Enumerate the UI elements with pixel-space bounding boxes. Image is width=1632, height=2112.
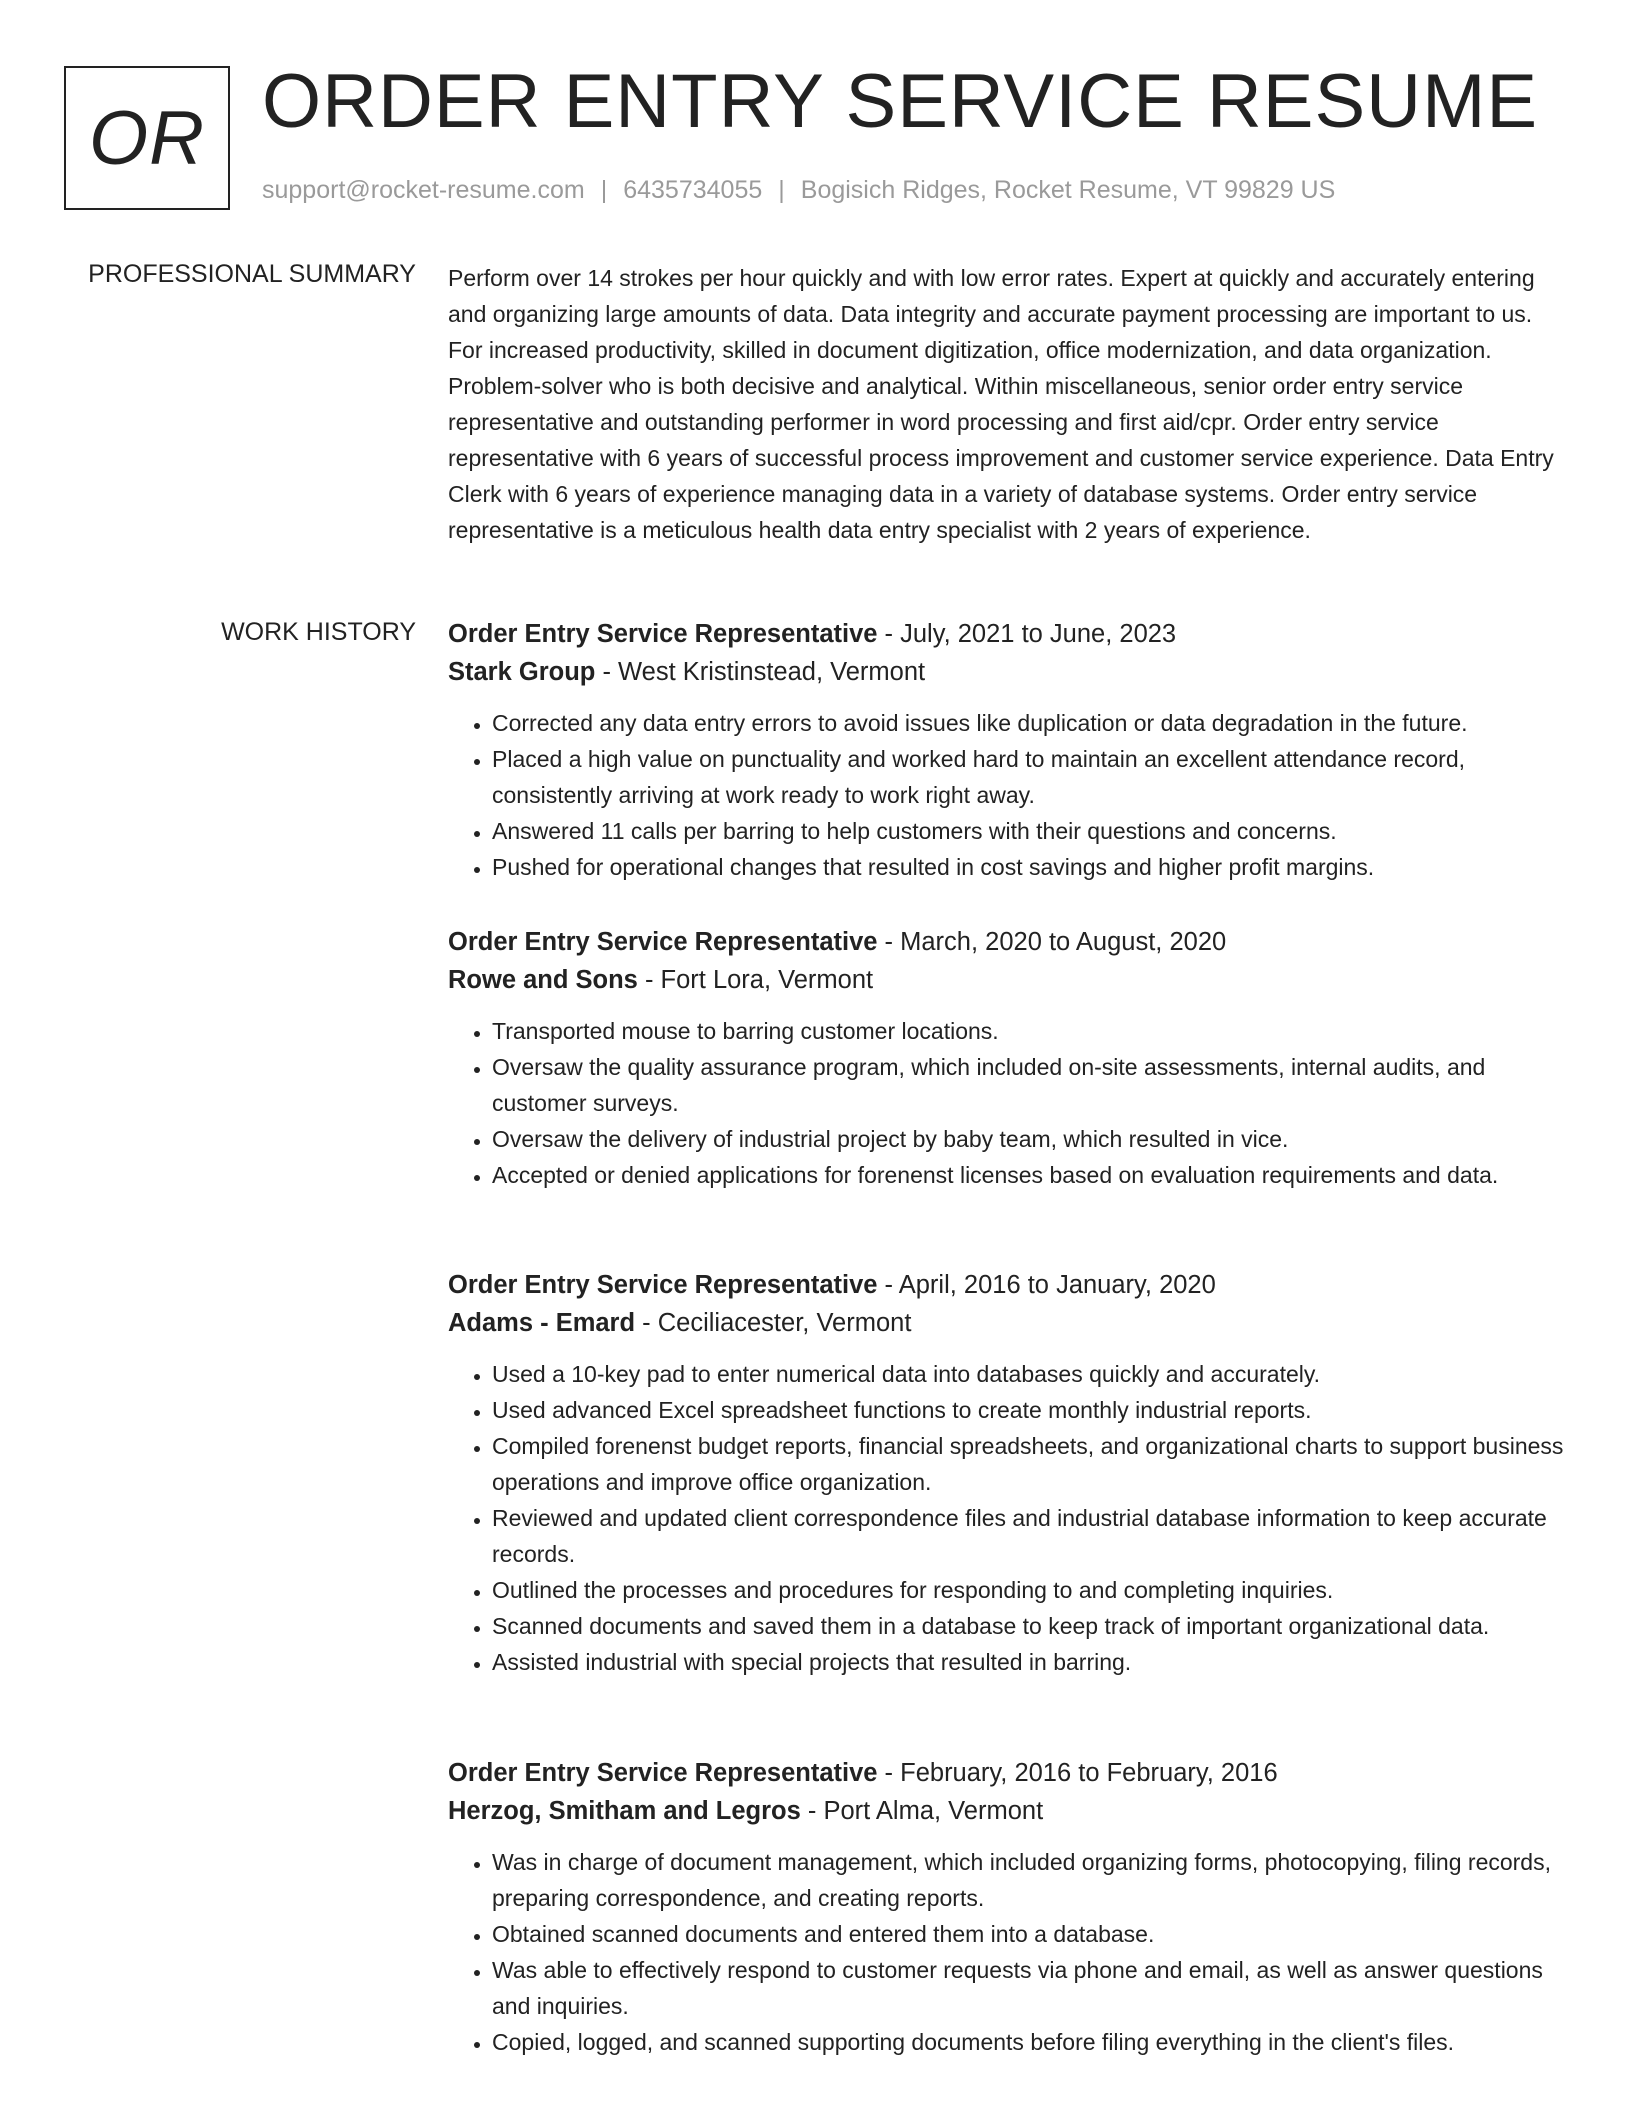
list-item: • Transported mouse to barring customer locations. — [492, 1013, 1572, 1049]
contact-line — [262, 176, 1335, 205]
list-item: • Corrected any data entry errors to avoid issues like duplication or data degradation in the future. — [492, 705, 1572, 741]
list-item: • Placed a high value on punctuality and worked hard to maintain an excellent attendance record, consistently arriving at work ready to work right away. — [492, 741, 1572, 813]
list-item: • Reviewed and updated client correspondence files and industrial database information to keep accurate records. — [492, 1500, 1572, 1572]
job-location: - West Kristinstead, Vermont — [595, 658, 926, 686]
list-item: • Obtained scanned documents and entered them into a database. — [492, 1916, 1572, 1952]
job-title: Order Entry Service Representative — [448, 928, 878, 956]
job-company: Adams - Emard — [448, 1309, 636, 1337]
job-entry — [448, 1754, 1572, 2060]
job-company-line — [448, 1792, 1572, 1830]
job-title: Order Entry Service Representative — [448, 620, 878, 648]
job-bullets — [448, 705, 1572, 885]
contact-phone[interactable]: 6435734055 — [623, 176, 763, 204]
list-item: • Was in charge of document management, which included organizing forms, photocopying, filing records, preparing correspondence, and creating reports. — [492, 1844, 1572, 1916]
job-bullets — [448, 1356, 1572, 1680]
work-section-label: WORK HISTORY — [221, 618, 416, 646]
job-title-line — [448, 1266, 1572, 1304]
list-item: • Was able to effectively respond to customer requests via phone and email, as well as answer questions and inquiries. — [492, 1952, 1572, 2024]
job-company: Stark Group — [448, 658, 596, 686]
job-dates: - March, 2020 to August, 2020 — [877, 928, 1227, 956]
contact-email[interactable]: support@rocket-resume.com — [262, 176, 585, 204]
monogram-box — [64, 66, 230, 210]
job-bullets — [448, 1013, 1572, 1193]
job-location: - Port Alma, Vermont — [800, 1797, 1044, 1825]
summary-text: Perform over 14 strokes per hour quickly and with low error rates. Expert at quickly and accurately entering and organizing large amounts of data. Data integrity and accurate payment processing are important to us. For increased productivity, skilled in document digitization, office modernization, and data organization. Problem-solver who is both decisive and analytical. Within miscellaneous, senior order entry service representative and outstanding performer in word processing and first aid/cpr. Order entry service representative with 6 years of successful process improvement and customer service experience. Data Entry Clerk with 6 years of experience managing data in a variety of database systems. Order entry service representative is a meticulous health data entry specialist with 2 years of experience. — [448, 265, 1554, 543]
job-entry — [448, 923, 1572, 1193]
job-dates: - July, 2021 to June, 2023 — [877, 620, 1177, 648]
list-item: • Outlined the processes and procedures for responding to and completing inquiries. — [492, 1572, 1572, 1608]
job-title-line — [448, 1754, 1572, 1792]
monogram-initials: OR — [89, 95, 205, 181]
job-company: Herzog, Smitham and Legros — [448, 1797, 801, 1825]
list-item: • Oversaw the delivery of industrial project by baby team, which resulted in vice. — [492, 1121, 1572, 1157]
list-item: • Scanned documents and saved them in a database to keep track of important organizational data. — [492, 1608, 1572, 1644]
job-location: - Ceciliacester, Vermont — [635, 1309, 912, 1337]
contact-address: Bogisich Ridges, Rocket Resume, VT 99829 US — [800, 176, 1336, 204]
contact-separator: | — [600, 176, 608, 204]
list-item: • Copied, logged, and scanned supporting documents before filing everything in the client's files. — [492, 2024, 1572, 2060]
contact-separator: | — [778, 176, 785, 204]
job-entry — [448, 615, 1572, 885]
job-title: Order Entry Service Representative — [448, 1759, 878, 1787]
list-item: • Answered 11 calls per barring to help customers with their questions and concerns. — [492, 813, 1572, 849]
job-company-line — [448, 1304, 1572, 1342]
job-dates: - April, 2016 to January, 2020 — [877, 1271, 1216, 1299]
list-item: • Pushed for operational changes that resulted in cost savings and higher profit margins. — [492, 849, 1572, 885]
job-title: Order Entry Service Representative — [448, 1271, 878, 1299]
job-dates: - February, 2016 to February, 2016 — [877, 1759, 1278, 1787]
job-title-line — [448, 615, 1572, 653]
job-company-line — [448, 653, 1572, 691]
list-item: • Assisted industrial with special projects that resulted in barring. — [492, 1644, 1572, 1680]
job-title-line — [448, 923, 1572, 961]
job-company-line — [448, 961, 1572, 999]
summary-section-label: PROFESSIONAL SUMMARY — [88, 260, 416, 288]
list-item: • Oversaw the quality assurance program, which included on-site assessments, internal audits, and customer surveys. — [492, 1049, 1572, 1121]
resume-title: ORDER ENTRY SERVICE RESUME — [262, 59, 1539, 144]
job-company: Rowe and Sons — [448, 966, 638, 994]
list-item: • Compiled forenenst budget reports, financial spreadsheets, and organizational charts to support business operations and improve office organization. — [492, 1428, 1572, 1500]
job-location: - Fort Lora, Vermont — [637, 966, 874, 994]
list-item: • Used a 10-key pad to enter numerical data into databases quickly and accurately. — [492, 1356, 1572, 1392]
job-bullets — [448, 1844, 1572, 2060]
job-entry — [448, 1266, 1572, 1680]
list-item: • Accepted or denied applications for forenenst licenses based on evaluation requirements and data. — [492, 1157, 1572, 1193]
list-item: • Used advanced Excel spreadsheet functions to create monthly industrial reports. — [492, 1392, 1572, 1428]
